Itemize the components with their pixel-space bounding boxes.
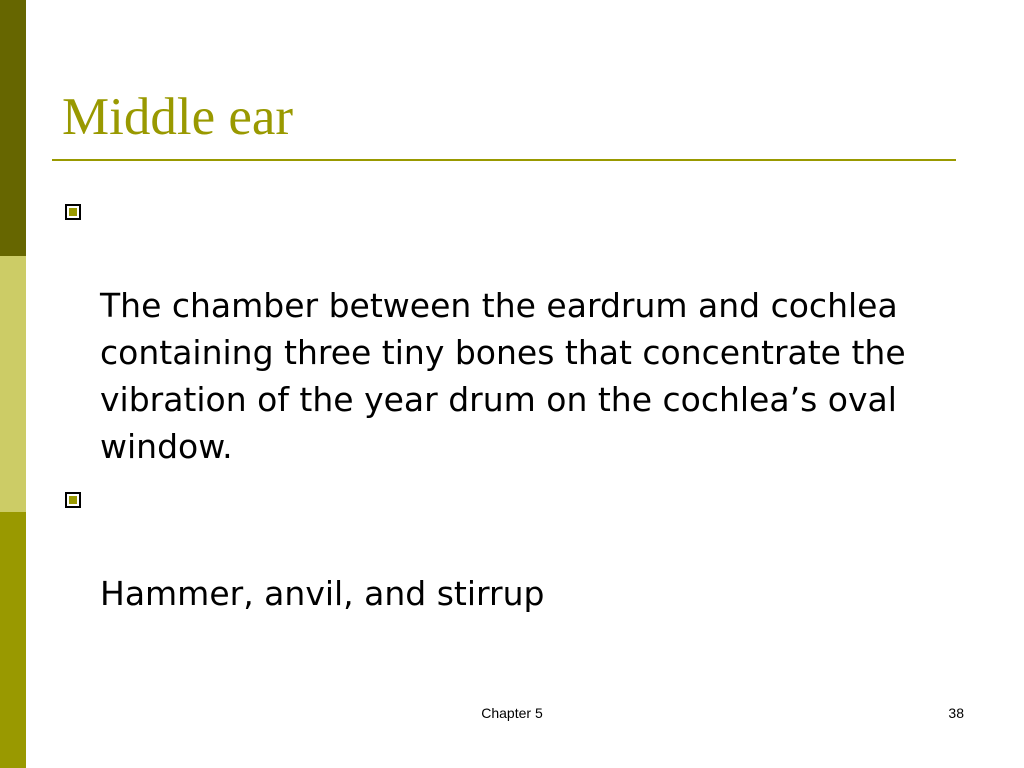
square-bullet-icon bbox=[65, 492, 81, 508]
bullet-item bbox=[62, 476, 972, 617]
side-band-mid bbox=[0, 512, 26, 768]
footer-chapter: Chapter 5 bbox=[481, 705, 543, 721]
bullet-text: The chamber between the eardrum and cochlea containing three tiny bones that concentrate the vibration of the year drum on the cochlea’s oval window. bbox=[100, 286, 906, 466]
bullet-text: Hammer, anvil, and stirrup bbox=[100, 574, 545, 613]
side-band-light bbox=[0, 256, 26, 512]
bullet-item bbox=[62, 188, 972, 470]
slide-title: Middle ear bbox=[62, 88, 294, 146]
page-number: 38 bbox=[948, 705, 964, 721]
square-bullet-icon bbox=[65, 204, 81, 220]
title-divider bbox=[52, 159, 956, 161]
side-band-dark bbox=[0, 0, 26, 256]
bullet-list bbox=[62, 188, 972, 623]
